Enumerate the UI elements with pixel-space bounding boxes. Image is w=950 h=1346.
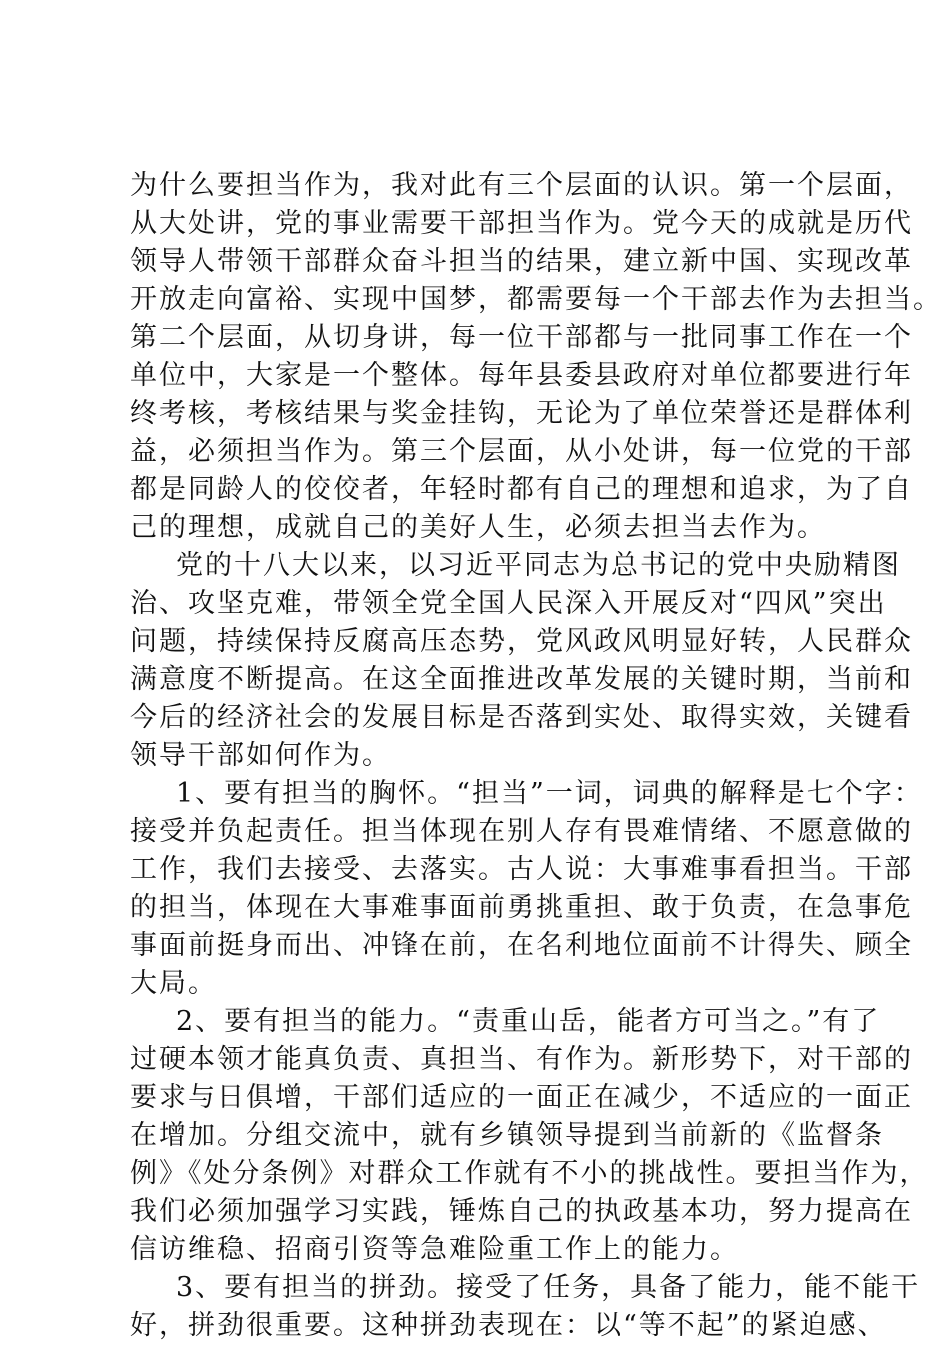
text-line: 问题，持续保持反腐高压态势，党风政风明显好转，人民群众 [130, 626, 913, 657]
text-line: 为什么要担当作为，我对此有三个层面的认识。第一个层面， [130, 170, 913, 201]
text-line: 己的理想，成就自己的美好人生，必须去担当去作为。 [130, 512, 826, 543]
text-line: 益，必须担当作为。第三个层面，从小处讲，每一位党的干部 [130, 436, 913, 467]
text-line: 好，拼劲很重要。这种拼劲表现在：以“等不起”的紧迫感、 [130, 1310, 887, 1341]
text-line: 信访维稳、招商引资等急难险重工作上的能力。 [130, 1234, 739, 1265]
text-line: 事面前挺身而出、冲锋在前，在名利地位面前不计得失、顾全 [130, 930, 913, 961]
text-line: 大局。 [130, 968, 217, 999]
text-line: 从大处讲，党的事业需要干部担当作为。党今天的成就是历代 [130, 208, 913, 239]
text-line: 过硬本领才能真负责、真担当、有作为。新形势下，对干部的 [130, 1044, 913, 1075]
text-line: 要求与日俱增，干部们适应的一面正在减少，不适应的一面正 [130, 1082, 913, 1113]
text-line: 第二个层面，从切身讲，每一位干部都与一批同事工作在一个 [130, 322, 913, 353]
text-line: 治、攻坚克难，带领全党全国人民深入开展反对“四风”突出 [130, 588, 887, 619]
text-line: 例》《处分条例》对群众工作就有不小的挑战性。要担当作为， [130, 1158, 929, 1189]
text-line: 1、要有担当的胸怀。“担当”一词，词典的解释是七个字： [176, 778, 923, 809]
text-line: 都是同龄人的佼佼者，年轻时都有自己的理想和追求，为了自 [130, 474, 913, 505]
text-line: 党的十八大以来，以习近平同志为总书记的党中央励精图 [176, 550, 901, 581]
text-line: 接受并负起责任。担当体现在别人存有畏难情绪、不愿意做的 [130, 816, 913, 847]
text-line: 今后的经济社会的发展目标是否落到实处、取得实效，关键看 [130, 702, 913, 733]
text-line: 在增加。分组交流中，就有乡镇领导提到当前新的《监督条 [130, 1120, 884, 1151]
text-line: 领导干部如何作为。 [130, 740, 391, 771]
text-line: 终考核，考核结果与奖金挂钩，无论为了单位荣誉还是群体利 [130, 398, 913, 429]
text-line: 2、要有担当的能力。“责重山岳，能者方可当之。”有了 [176, 1006, 881, 1037]
text-line: 领导人带领干部群众奋斗担当的结果，建立新中国、实现改革 [130, 246, 913, 277]
text-line: 开放走向富裕、实现中国梦，都需要每一个干部去作为去担当。 [130, 284, 942, 315]
text-line: 满意度不断提高。在这全面推进改革发展的关键时期，当前和 [130, 664, 913, 695]
text-line: 3、要有担当的拼劲。接受了任务，具备了能力，能不能干 [176, 1272, 921, 1303]
text-line: 单位中，大家是一个整体。每年县委县政府对单位都要进行年 [130, 360, 913, 391]
text-line: 我们必须加强学习实践，锤炼自己的执政基本功，努力提高在 [130, 1196, 913, 1227]
text-line: 的担当，体现在大事难事面前勇挑重担、敢于负责，在急事危 [130, 892, 913, 923]
text-line: 工作，我们去接受、去落实。古人说：大事难事看担当。干部 [130, 854, 913, 885]
